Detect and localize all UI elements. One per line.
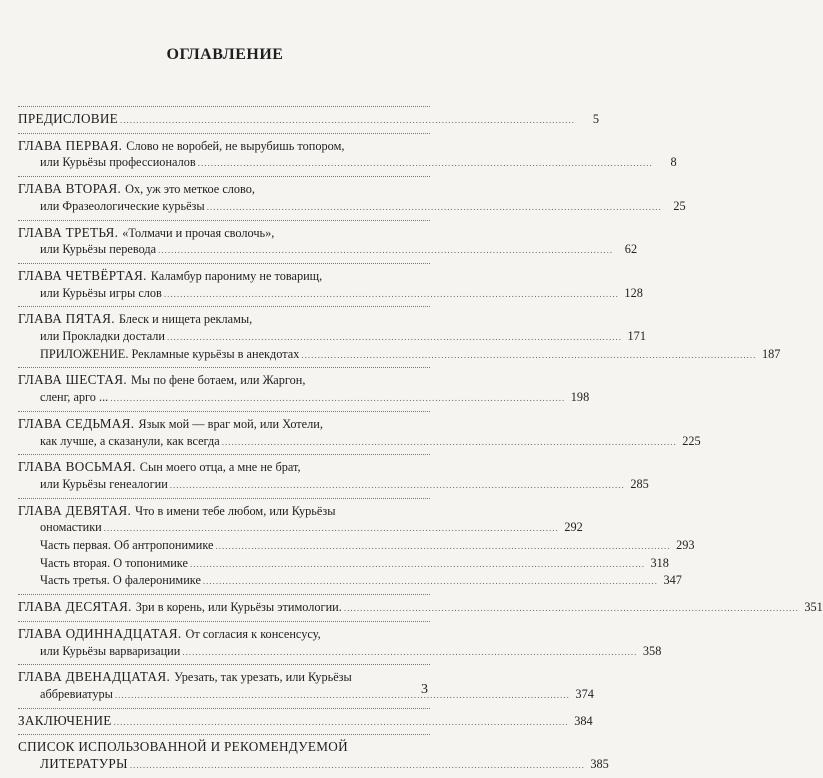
- chapter-heading: ГЛАВА ЧЕТВЁРТАЯ.: [18, 267, 147, 283]
- chapter-heading: ГЛАВА СЕДЬМАЯ.: [18, 415, 135, 431]
- toc-line: [18, 599, 823, 617]
- page-ref: 5: [592, 112, 600, 126]
- chapter-subtitle: или Курьёзы игры слов: [40, 285, 162, 300]
- toc-entry[interactable]: [18, 625, 662, 660]
- toc-line: [18, 285, 643, 303]
- page-ref: 225: [682, 433, 701, 448]
- page-ref: 318: [650, 555, 669, 570]
- toc-line: [18, 739, 430, 756]
- chapter-heading: ГЛАВА ПЯТАЯ.: [18, 311, 115, 327]
- toc-title: ОГЛАВЛЕНИЕ: [166, 46, 284, 63]
- chapter-heading: ПРЕДИСЛОВИЕ: [18, 111, 119, 126]
- toc-entry[interactable]: [18, 181, 686, 215]
- page-ref: 25: [673, 198, 686, 213]
- toc-line: [18, 433, 701, 451]
- entry-separator: [18, 734, 430, 735]
- entry-separator: [18, 594, 430, 595]
- toc-line: [18, 572, 682, 590]
- toc-line: [18, 416, 430, 433]
- chapter-subtitle: Ох, уж это меткое слово,: [125, 182, 256, 197]
- chapter-heading: ГЛАВА ДЕСЯТАЯ.: [18, 599, 132, 615]
- toc-entry[interactable]: [18, 111, 600, 129]
- toc-entry[interactable]: [18, 502, 695, 591]
- chapter-subtitle: или Курьёзы профессионалов: [40, 155, 196, 170]
- dot-leader: [301, 346, 756, 364]
- entry-separator: [18, 133, 430, 134]
- page-ref: 385: [590, 757, 609, 772]
- chapter-subtitle: ПРИЛОЖЕНИЕ. Рекламные курьёзы в анекдотах: [40, 346, 300, 361]
- dot-leader: [198, 154, 653, 172]
- chapter-subtitle: Часть первая. Об антропонимике: [40, 538, 214, 553]
- chapter-subtitle: Урезать, так урезать, или Курьёзы: [174, 670, 352, 685]
- chapter-subtitle: или Курьёзы генеалогии: [40, 476, 168, 491]
- dot-leader: [114, 713, 569, 731]
- dot-leader: [207, 198, 662, 216]
- dot-leader: [130, 756, 585, 774]
- toc-line: [18, 154, 677, 172]
- page-ref: 358: [642, 643, 662, 658]
- toc-entry[interactable]: [18, 267, 643, 302]
- entry-separator: [18, 176, 430, 177]
- page-ref: 285: [630, 476, 649, 491]
- page-ref: 198: [570, 390, 590, 405]
- chapter-heading: ГЛАВА ШЕСТАЯ.: [18, 372, 127, 388]
- dot-leader: [170, 476, 625, 494]
- entry-separator: [18, 306, 430, 307]
- dot-leader: [120, 111, 575, 129]
- toc-entry[interactable]: [18, 712, 593, 731]
- chapter-heading: ГЛАВА ПЕРВАЯ.: [18, 137, 123, 153]
- page-ref: 374: [575, 686, 594, 701]
- chapter-subtitle: ономастики: [40, 520, 102, 535]
- dot-leader: [104, 519, 559, 537]
- dot-leader: [167, 328, 622, 346]
- chapter-heading: ГЛАВА ВОСЬМАЯ.: [18, 459, 136, 475]
- toc-line: [18, 311, 430, 328]
- toc-line: [18, 643, 662, 661]
- chapter-subtitle: Каламбур парониму не товарищ,: [150, 268, 323, 283]
- entry-separator: [18, 708, 430, 709]
- chapter-heading: ЗАКЛЮЧЕНИЕ: [18, 712, 112, 728]
- toc-entry[interactable]: [18, 415, 701, 450]
- chapter-subtitle: Язык мой — враг мой, или Хотели,: [138, 416, 323, 431]
- toc-entry[interactable]: [18, 599, 823, 617]
- toc-line: [18, 686, 594, 704]
- toc-line: [18, 198, 686, 216]
- entry-separator: [18, 664, 430, 665]
- entry-separator: [18, 106, 430, 107]
- toc-line: [18, 669, 430, 686]
- chapter-subtitle: «Толмачи и прочая сволочь»,: [122, 225, 275, 240]
- toc-line: [18, 181, 430, 198]
- chapter-heading: ГЛАВА ДВЕНАДЦАТАЯ.: [18, 669, 171, 685]
- dot-leader: [115, 686, 570, 704]
- chapter-subtitle: сленг, арго ...: [40, 390, 109, 405]
- chapter-subtitle: или Курьёзы перевода: [40, 242, 157, 257]
- dot-leader: [222, 433, 677, 451]
- chapter-subtitle: как лучше, а сказанули, как всегда: [40, 433, 220, 448]
- chapter-subtitle: Слово не воробей, не вырубишь топором,: [126, 138, 345, 153]
- toc-line: [18, 346, 781, 364]
- toc-entry[interactable]: [18, 137, 677, 172]
- dot-leader: [203, 572, 658, 590]
- dot-leader: [182, 643, 637, 661]
- chapter-heading: ГЛАВА ОДИННАДЦАТАЯ.: [18, 625, 182, 641]
- toc-line: [18, 459, 430, 476]
- entry-separator: [18, 498, 430, 499]
- chapter-subtitle: От согласия к консенсусу,: [185, 626, 321, 641]
- toc-entry[interactable]: [18, 459, 649, 493]
- chapter-heading: ГЛАВА ТРЕТЬЯ.: [18, 224, 119, 240]
- page-ref: 62: [624, 242, 638, 257]
- entry-separator: [18, 454, 430, 455]
- chapter-heading: СПИСОК ИСПОЛЬЗОВАННОЙ И РЕКОМЕНДУЕМОЙ: [18, 739, 348, 755]
- chapter-subtitle: Часть третья. О фалеронимике: [40, 573, 201, 588]
- chapter-heading: ГЛАВА ДЕВЯТАЯ.: [18, 502, 132, 518]
- chapter-heading: ЛИТЕРАТУРЫ: [40, 756, 128, 772]
- chapter-subtitle: Часть вторая. О топонимике: [40, 555, 188, 570]
- toc-line: [18, 476, 649, 494]
- toc-entry[interactable]: [18, 224, 638, 259]
- toc-line: [18, 712, 593, 731]
- toc-entry[interactable]: [18, 669, 594, 703]
- toc-line: [18, 111, 600, 129]
- chapter-subtitle: Блеск и нищета рекламы,: [118, 312, 253, 327]
- toc-line: [18, 389, 590, 407]
- dot-leader: [344, 599, 799, 617]
- toc-line: [18, 225, 430, 242]
- dot-leader: [216, 537, 671, 555]
- chapter-heading: ГЛАВА ВТОРАЯ.: [18, 181, 122, 197]
- chapter-subtitle: Что в имени тебе любом, или Курьёзы: [135, 503, 336, 518]
- chapter-subtitle: или Фразеологические курьёзы: [40, 198, 205, 213]
- chapter-subtitle: Сын моего отца, а мне не брат,: [139, 460, 301, 475]
- page-ref: 128: [624, 285, 643, 300]
- toc-list: [18, 104, 823, 778]
- toc-line: [18, 503, 430, 520]
- dot-leader: [110, 389, 565, 407]
- entry-separator: [18, 263, 430, 264]
- toc-entry[interactable]: [18, 311, 781, 363]
- toc-entry[interactable]: [18, 372, 590, 406]
- chapter-subtitle: или Курьёзы варваризации: [40, 643, 181, 658]
- toc-line: [18, 626, 430, 643]
- toc-line: [18, 555, 669, 573]
- toc-line: [18, 268, 430, 285]
- toc-line: [18, 537, 695, 555]
- page-ref: 187: [761, 346, 781, 361]
- page-ref: 292: [564, 520, 583, 535]
- chapter-subtitle: Мы по фене ботаем, или Жаргон,: [130, 373, 306, 388]
- toc-line: [18, 328, 646, 346]
- toc-line: [18, 519, 583, 537]
- page-ref: 351: [804, 600, 823, 615]
- entry-separator: [18, 621, 430, 622]
- dot-leader: [158, 241, 613, 259]
- dot-leader: [164, 285, 619, 303]
- toc-line: [18, 372, 430, 389]
- page-ref: 293: [676, 538, 695, 553]
- page-ref: 171: [627, 329, 646, 344]
- chapter-subtitle: аббревиатуры: [40, 686, 113, 701]
- page-number: 3: [421, 682, 428, 697]
- entry-separator: [18, 367, 430, 368]
- page-ref: 8: [670, 155, 677, 170]
- entry-separator: [18, 411, 430, 412]
- chapter-subtitle: Зри в корень, или Курьёзы этимологии.: [135, 600, 342, 615]
- dot-leader: [190, 555, 645, 573]
- toc-line: [18, 241, 638, 259]
- toc-line: [18, 138, 430, 155]
- page-ref: 347: [663, 573, 682, 588]
- toc-line: [18, 756, 609, 774]
- page-ref: 384: [574, 713, 593, 728]
- entry-separator: [18, 220, 430, 221]
- toc-entry[interactable]: [18, 739, 609, 773]
- chapter-subtitle: или Прокладки достали: [40, 329, 165, 344]
